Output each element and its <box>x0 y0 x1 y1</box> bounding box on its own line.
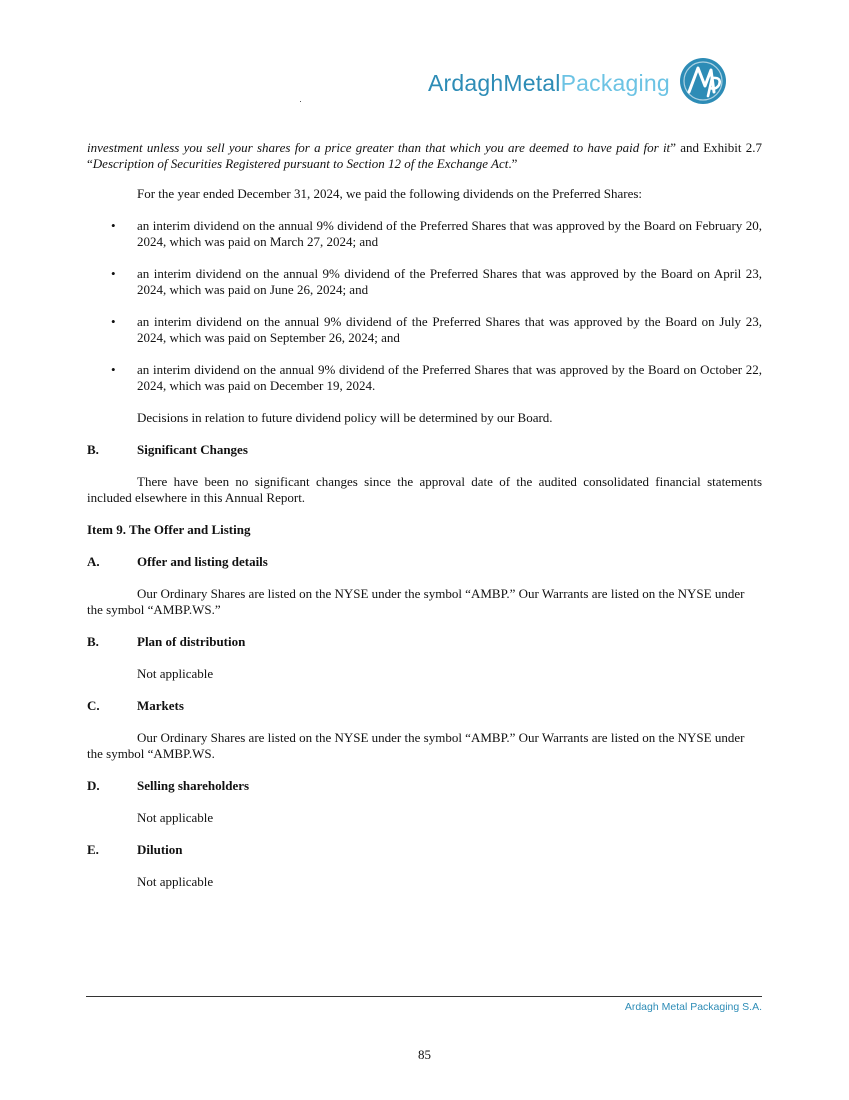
section-9c-text: Our Ordinary Shares are listed on the NYSE under the symbol “AMBP.” Our Warrants are listed on the NYSE under the symbol “AMBP.WS. <box>87 730 745 761</box>
company-logo <box>428 56 728 111</box>
section-title: Markets <box>137 698 184 713</box>
dividend-list <box>87 218 762 394</box>
section-letter: C. <box>87 698 100 713</box>
section-letter: E. <box>87 842 99 857</box>
list-item <box>87 314 762 346</box>
intro-paragraph <box>87 140 762 172</box>
section-b-heading <box>87 442 762 458</box>
logo-wordmark <box>428 72 670 95</box>
bullet-icon: • <box>111 266 116 281</box>
section-9a-heading <box>87 554 762 570</box>
section-letter: B. <box>87 442 99 457</box>
section-9e-text: Not applicable <box>137 874 214 889</box>
section-9e-heading <box>87 842 762 858</box>
section-title: Dilution <box>137 842 183 857</box>
intro-italic-a: investment unless you sell your shares for a price greater than that which you are deemed to have paid for it <box>87 140 671 155</box>
section-letter: B. <box>87 634 99 649</box>
list-item-text: an interim dividend on the annual 9% dividend of the Preferred Shares that was approved by the Board on April 23, 2024, which was paid on June 26, 2024; and <box>137 266 762 297</box>
section-title: Offer and listing details <box>137 554 268 569</box>
list-item <box>87 362 762 394</box>
logo-part-2: Packaging <box>560 70 670 96</box>
intro-text-b: ” and Exhibit 2.7 “ <box>87 140 762 171</box>
amp-monogram-icon <box>678 56 728 111</box>
stray-dot <box>300 101 301 102</box>
section-9c-heading <box>87 698 762 714</box>
list-item-text: an interim dividend on the annual 9% dividend of the Preferred Shares that was approved by the Board on July 23, 2024, which was paid on September 26, 2024; and <box>137 314 762 345</box>
section-letter: D. <box>87 778 100 793</box>
section-9b-heading <box>87 634 762 650</box>
section-letter: A. <box>87 554 100 569</box>
decisions-paragraph: Decisions in relation to future dividend policy will be determined by our Board. <box>137 410 553 425</box>
page-number: 85 <box>418 1047 431 1062</box>
list-item-text: an interim dividend on the annual 9% dividend of the Preferred Shares that was approved by the Board on February 20, 2024, which was paid on March 27, 2024; and <box>137 218 762 249</box>
item-9-title: Item 9. The Offer and Listing <box>87 522 251 537</box>
intro-italic-c: Description of Securities Registered pursuant to Section 12 of the Exchange Act <box>92 156 509 171</box>
logo-part-1: ArdaghMetal <box>428 70 561 96</box>
section-b-text: There have been no significant changes since the approval date of the audited consolidated financial statements included elsewhere in this Annual Report. <box>87 474 762 505</box>
bullet-icon: • <box>111 362 116 377</box>
list-item-text: an interim dividend on the annual 9% dividend of the Preferred Shares that was approved by the Board on October 22, 2024, which was paid on December 19, 2024. <box>137 362 762 393</box>
section-9d-heading <box>87 778 762 794</box>
section-9b-text: Not applicable <box>137 666 214 681</box>
document-body <box>87 140 762 890</box>
list-item <box>87 266 762 298</box>
footer-company-name: Ardagh Metal Packaging S.A. <box>624 1001 762 1013</box>
section-title: Selling shareholders <box>137 778 250 793</box>
bullet-icon: • <box>111 218 116 233</box>
list-item <box>87 218 762 250</box>
section-9a-text: Our Ordinary Shares are listed on the NYSE under the symbol “AMBP.” Our Warrants are listed on the NYSE under the symbol “AMBP.WS.” <box>87 586 745 617</box>
section-9d-text: Not applicable <box>137 810 214 825</box>
footer-divider <box>86 996 762 997</box>
section-title: Significant Changes <box>137 442 248 457</box>
bullet-icon: • <box>111 314 116 329</box>
dividends-intro: For the year ended December 31, 2024, we paid the following dividends on the Preferred Shares: <box>137 186 643 201</box>
intro-text-d: .” <box>508 156 518 171</box>
section-title: Plan of distribution <box>137 634 246 649</box>
